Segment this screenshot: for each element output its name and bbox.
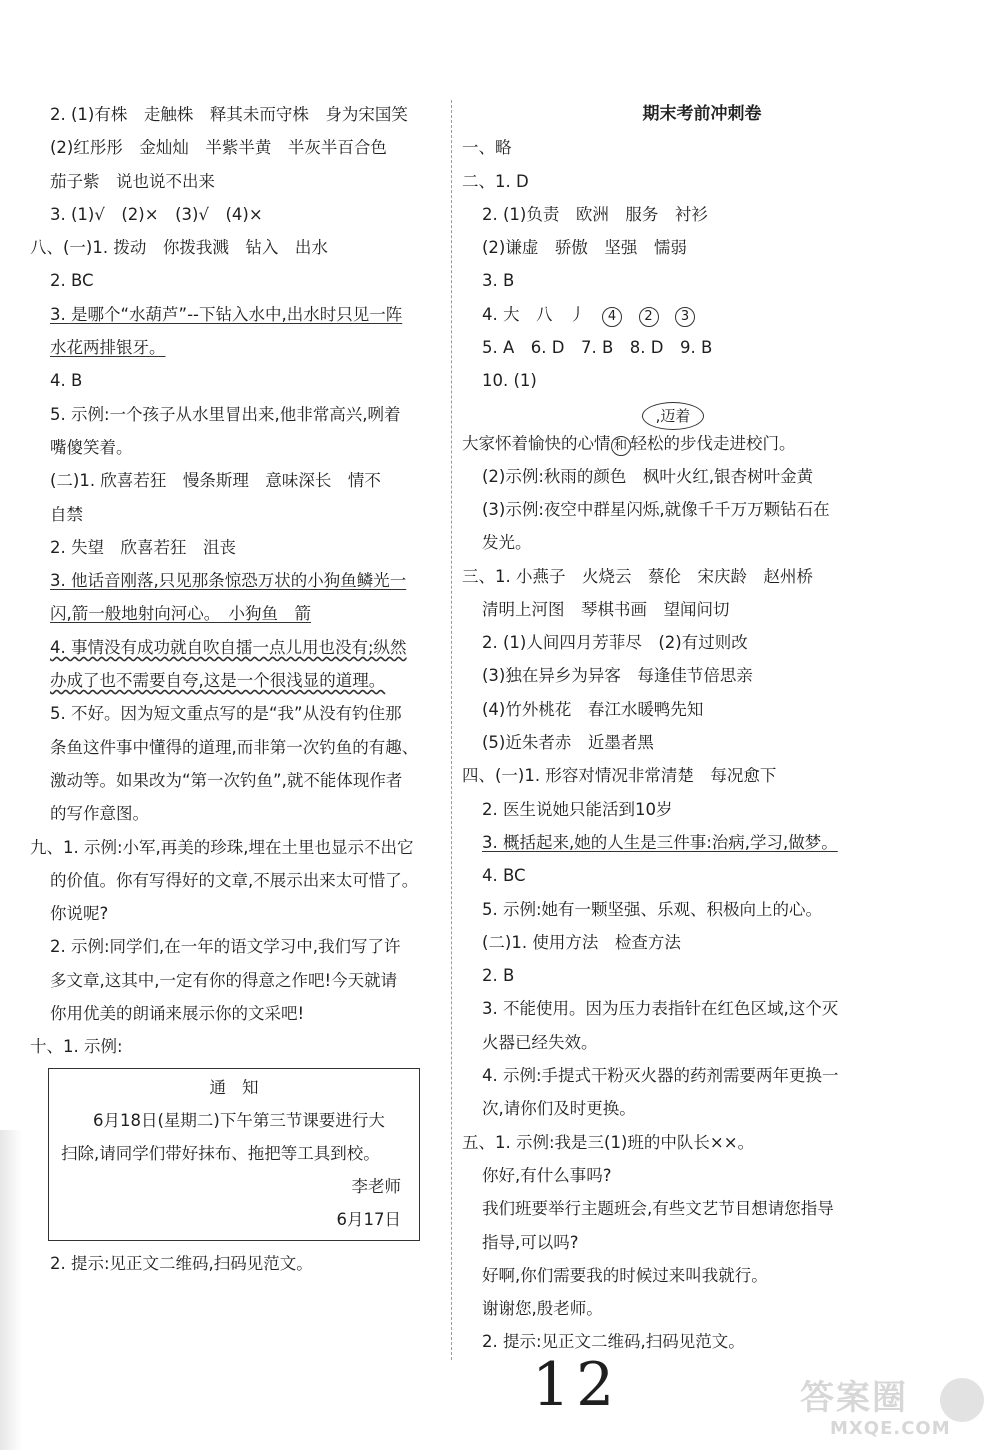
answer-line [462, 1292, 882, 1325]
answer-line-text: 2. 失望 欣喜若狂 沮丧 [50, 537, 236, 557]
answer-line-text: 发光。 [482, 533, 532, 553]
answer-line-text: 2. (1)人间四月芳菲尽 (2)有过则改 [482, 633, 748, 653]
answer-line-text: 2. B [482, 966, 515, 986]
answer-line [30, 930, 440, 963]
answer-line [30, 331, 440, 364]
handwritten-page-number: 12 [532, 1350, 621, 1420]
answer-line [30, 98, 440, 131]
answer-line [462, 231, 882, 264]
edit-insert-mark: ,迈着 [642, 402, 704, 430]
answer-line-text: 清明上河图 琴棋书画 望闻问切 [482, 599, 730, 619]
answer-line-text: 5. 示例:一个孩子从水里冒出来,他非常高兴,咧着 [50, 404, 401, 424]
answer-line-text: 3. 概括起来,她的人生是三件事:治病,学习,做梦。 [482, 832, 838, 852]
answer-line-text: 5. A 6. D 7. B 8. D 9. B [482, 338, 713, 358]
notice-box [48, 1068, 420, 1241]
left-column [30, 98, 440, 1280]
answer-line [462, 364, 882, 397]
answer-line [30, 231, 440, 264]
answer-line-text: 4. B [50, 371, 83, 391]
answer-line-text: 的写作意图。 [50, 804, 149, 824]
answer-line-text: 九、1. 示例:小军,再美的珍珠,埋在土里也显示不出它 [30, 837, 414, 857]
answer-line [30, 498, 440, 531]
answer-line [30, 165, 440, 198]
answer-line-text: 指导,可以吗? [482, 1232, 579, 1252]
answer-line [462, 493, 882, 526]
notice-signer: 李老师 [351, 1176, 401, 1196]
answer-line-text: 三、1. 小燕子 火烧云 蔡伦 宋庆龄 赵州桥 [462, 566, 813, 586]
answer-line [462, 1192, 882, 1225]
answer-line [30, 997, 440, 1030]
answer-line-text: 3. 不能使用。因为压力表指针在红色区域,这个灭 [482, 999, 839, 1019]
notice-date: 6月17日 [336, 1209, 401, 1229]
answer-line-text: 十、1. 示例: [30, 1037, 123, 1057]
answer-line-text: 好啊,你们需要我的时候过来叫我就行。 [482, 1265, 768, 1285]
answer-line [462, 526, 882, 559]
answer-line [462, 1059, 882, 1092]
answer-line [462, 131, 882, 164]
answer-line-text: 激动等。如果改为“第一次钓鱼”,就不能体现作者 [50, 770, 403, 790]
answer-line [30, 664, 440, 697]
answer-line-text: 你说呢? [50, 904, 109, 924]
answer-line-text: 你好,有什么事吗? [482, 1165, 612, 1185]
answer-line [462, 959, 882, 992]
answer-line-text: (二)1. 使用方法 检查方法 [482, 932, 681, 952]
watermark-en: MXQE.COM [830, 1418, 951, 1439]
answer-line-text: 2. (1)有株 走触株 释其未而守株 身为宋国笑 [50, 105, 408, 124]
answer-line-text: 的价值。你有写得好的文章,不展示出来太可惜了。 [50, 870, 419, 890]
watermark-stamp-icon [940, 1378, 984, 1422]
answer-line [462, 826, 882, 859]
circled-number: 2 [639, 307, 659, 327]
answer-line-text: 五、1. 示例:我是三(1)班的中队长××。 [462, 1132, 755, 1152]
circled-number: 3 [675, 307, 695, 327]
answer-line-text: 自禁 [50, 504, 83, 524]
right-column [462, 98, 882, 1359]
q4-prefix: 4. 大 八 丿 [482, 304, 586, 324]
answer-line [462, 560, 882, 593]
answer-line [30, 298, 440, 331]
watermark-cn: 答案圈 [800, 1378, 908, 1418]
answer-line [30, 431, 440, 464]
answer-line-text: 水花两排银牙。 [50, 338, 166, 358]
answer-line [30, 597, 440, 630]
answer-line-text: 2. (1)负责 欧洲 服务 衬衫 [482, 204, 708, 224]
answer-line [462, 1159, 882, 1192]
notice-body-line: 6月18日(星期二)下午第三节课要进行大 [93, 1110, 385, 1130]
answer-line [462, 992, 882, 1025]
answer-line-text: 4. 事情没有成功就自吹自擂一点儿用也没有;纵然 [50, 637, 407, 657]
answer-line [30, 697, 440, 730]
answer-line-text: 茄子紫 说也说不出来 [50, 171, 215, 191]
answer-line [462, 593, 882, 626]
watermark [800, 1378, 990, 1450]
edit-correction [462, 398, 882, 460]
answer-line-text: 办成了也不需要自夸,这是一个很浅显的道理。 [50, 671, 386, 691]
answer-line-text: 嘴傻笑着。 [50, 437, 133, 457]
answer-line [462, 859, 882, 892]
answer-line-text: 3. 他话音刚落,只见那条惊恐万状的小狗鱼鳞光一 [50, 571, 407, 591]
answer-line-text: 4. 示例:手提式干粉灭火器的药剂需要两年更换一 [482, 1066, 839, 1086]
answer-line-text: 次,请你们及时更换。 [482, 1099, 636, 1119]
answer-line-text: 3. (1)√ (2)× (3)√ (4)× [50, 204, 263, 224]
answer-line-text: 2. 医生说她只能活到10岁 [482, 799, 673, 819]
answer-line-text: 闪,箭一般地射向河心。 小狗鱼 箭 [50, 604, 311, 624]
answer-line [30, 464, 440, 497]
answer-line [30, 531, 440, 564]
answer-line [462, 1092, 882, 1125]
answer-line-text: 2. 示例:同学们,在一年的语文学习中,我们写了许 [50, 937, 401, 957]
answer-line [30, 1030, 440, 1063]
answer-line [462, 1259, 882, 1292]
edit-after: 轻松的步伐走进校门。 [630, 433, 796, 453]
answer-line-text: 3. B [482, 271, 515, 291]
answer-line [462, 726, 882, 759]
answer-line-text: 你用优美的朗诵来展示你的文采吧! [50, 1004, 305, 1024]
answer-line [462, 198, 882, 231]
notice-body-line: 扫除,请同学们带好抹布、拖把等工具到校。 [61, 1143, 380, 1163]
answer-line-text: 5. 不好。因为短文重点写的是“我”从没有钓住那 [50, 704, 402, 724]
section-title: 期末考前冲刺卷 [642, 104, 762, 124]
answer-line [30, 564, 440, 597]
answer-line [462, 165, 882, 198]
answer-line-text: 四、(一)1. 形容对情况非常清楚 每况愈下 [462, 766, 777, 786]
answer-line [462, 659, 882, 692]
answer-line-text: 2. 提示:见正文二维码,扫码见范文。 [482, 1332, 745, 1352]
scan-edge-shadow [0, 1130, 22, 1450]
column-divider [451, 100, 452, 1360]
answer-line-text: 二、1. D [462, 171, 529, 191]
answer-line [30, 964, 440, 997]
answer-line [30, 631, 440, 664]
answer-line-text: 我们班要举行主题班会,有些文艺节目想请您指导 [482, 1199, 834, 1219]
answer-line [30, 364, 440, 397]
answer-line-text: 一、略 [462, 138, 512, 158]
answer-line [462, 460, 882, 493]
answer-line-text: 八、(一)1. 拨动 你拨我溅 钻入 出水 [30, 238, 328, 258]
answer-line-text: (4)竹外桃花 春江水暖鸭先知 [482, 699, 704, 719]
answer-line-text: (3)示例:夜空中群星闪烁,就像千千万万颗钻石在 [482, 499, 830, 519]
answer-line-text: 2. BC [50, 271, 94, 291]
edit-before: 大家怀着愉快的心情 [462, 433, 611, 453]
answer-line [30, 831, 440, 864]
edit-sentence [462, 428, 796, 460]
answer-line [462, 626, 882, 659]
answer-line [462, 693, 882, 726]
answer-line [462, 331, 882, 364]
answer-line [462, 759, 882, 792]
answer-line [30, 864, 440, 897]
answer-line [30, 797, 440, 830]
answer-line [462, 893, 882, 926]
answer-line-text: (3)独在异乡为异客 每逢佳节倍思亲 [482, 666, 753, 686]
answer-line-text: 3. 是哪个“水葫芦”--下钻入水中,出水时只见一阵 [50, 304, 403, 324]
answer-line-q4 [462, 298, 882, 331]
answer-line-text: (二)1. 欣喜若狂 慢条斯理 意味深长 情不 [50, 471, 381, 491]
answer-line [30, 897, 440, 930]
answer-line [30, 731, 440, 764]
answer-line-text: 5. 示例:她有一颗坚强、乐观、积极向上的心。 [482, 899, 823, 919]
answer-line [30, 398, 440, 431]
edit-circled-char: 和 [611, 436, 631, 456]
answer-line [462, 1026, 882, 1059]
answer-line [30, 764, 440, 797]
answer-line [462, 1126, 882, 1159]
answer-line [30, 131, 440, 164]
answer-line-text: (2)红彤彤 金灿灿 半紫半黄 半灰半百合色 [50, 138, 387, 158]
answer-line: 2. 提示:见正文二维码,扫码见范文。 [50, 1253, 313, 1273]
notice-title: 通知 [209, 1077, 275, 1097]
answer-line-text: 条鱼这件事中懂得的道理,而非第一次钓鱼的有趣、 [50, 737, 419, 757]
answer-line [462, 264, 882, 297]
answer-line-text: 多文章,这其中,一定有你的得意之作吧!今天就请 [50, 970, 398, 990]
answer-line [462, 793, 882, 826]
answer-line-text: (2)谦虚 骄傲 坚强 懦弱 [482, 238, 687, 258]
answer-line-text: (5)近朱者赤 近墨者黑 [482, 733, 654, 753]
answer-line-text: 谢谢您,殷老师。 [482, 1299, 603, 1319]
answer-line-text: 4. BC [482, 866, 526, 886]
answer-line-text: 火器已经失效。 [482, 1032, 598, 1052]
answer-line [30, 264, 440, 297]
answer-line [462, 926, 882, 959]
answer-line [462, 1325, 882, 1358]
answer-line [462, 1226, 882, 1259]
circled-number: 4 [602, 307, 622, 327]
answer-line [30, 198, 440, 231]
answer-line-text: (2)示例:秋雨的颜色 枫叶火红,银杏树叶金黄 [482, 466, 814, 486]
answer-line-text: 10. (1) [482, 371, 537, 391]
